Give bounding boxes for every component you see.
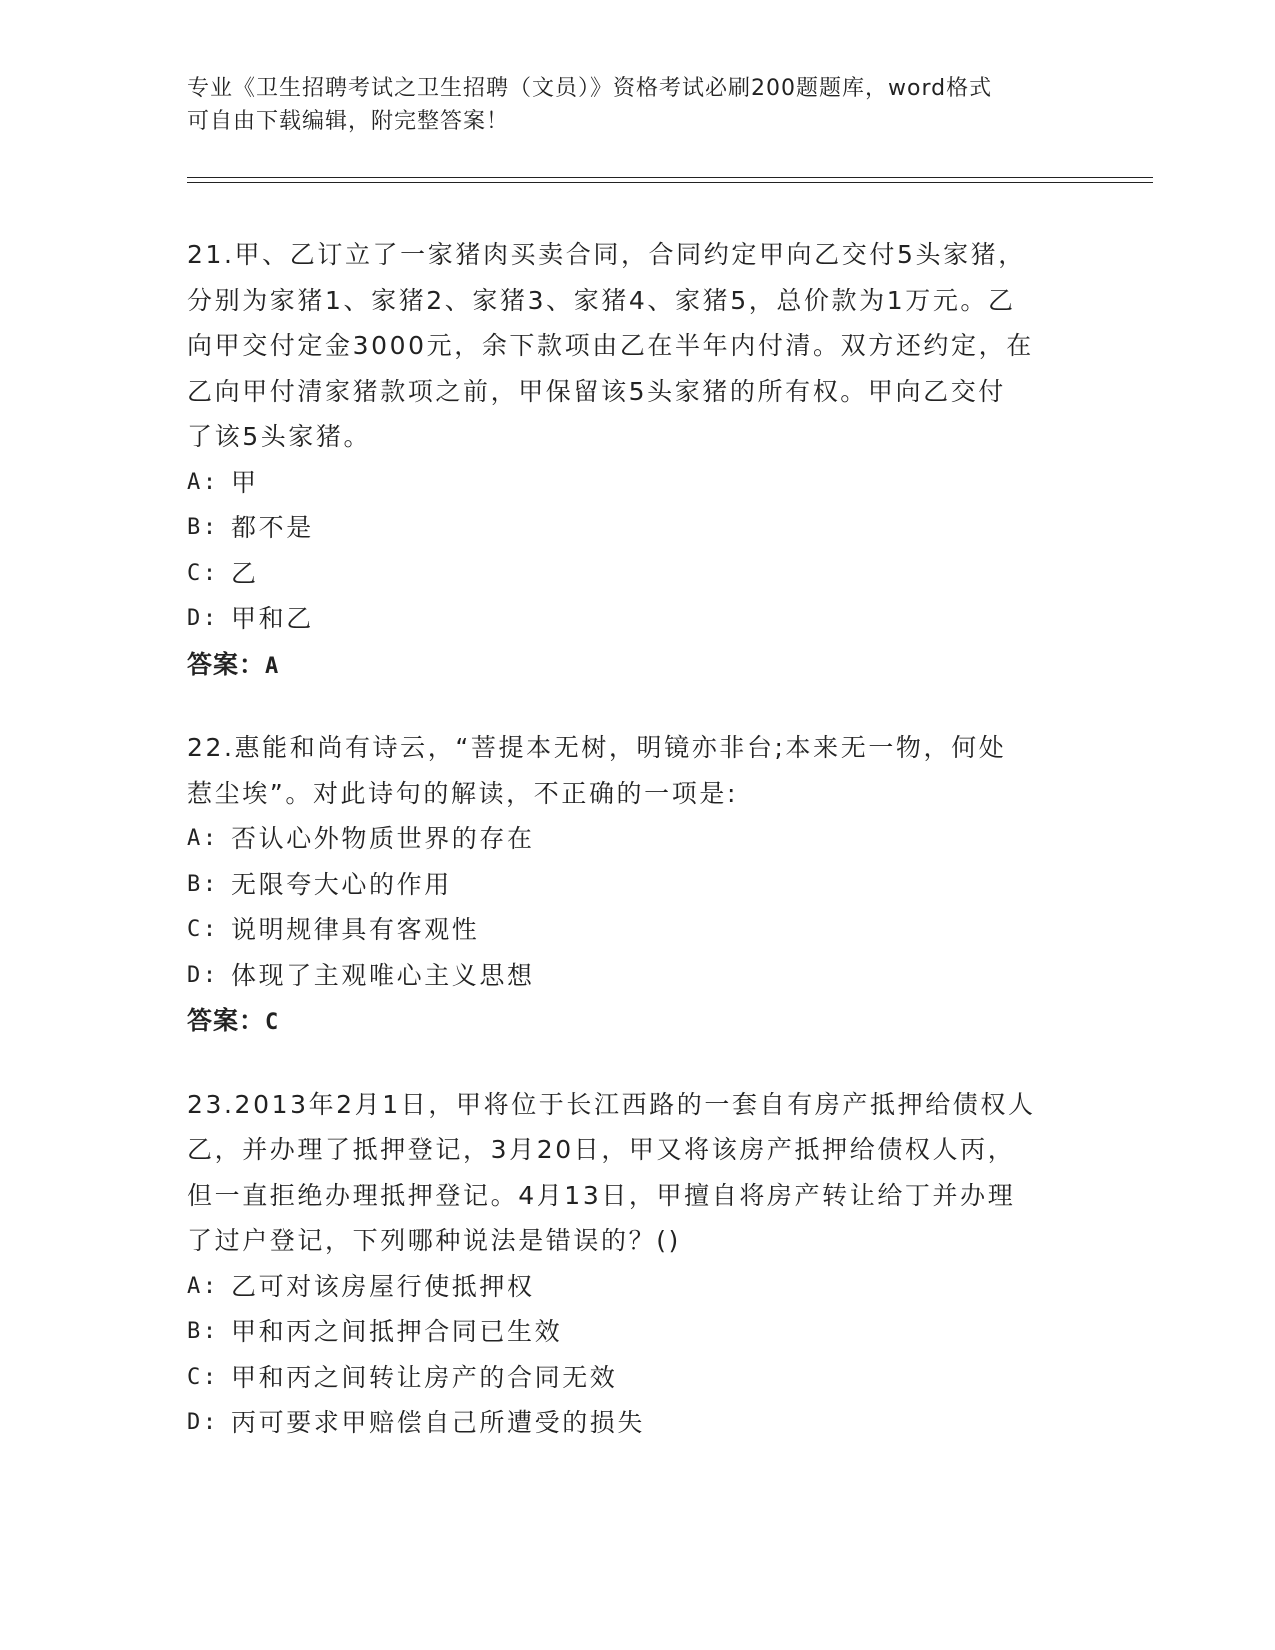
option-text: 否认心外物质世界的存在: [231, 824, 535, 853]
header-line-2: 可自由下载编辑，附完整答案！: [187, 109, 510, 134]
option-text: 都不是: [231, 513, 314, 542]
option-b: [187, 862, 1087, 908]
option-d: [187, 596, 1087, 642]
answer: [187, 642, 1087, 690]
answer-value: C: [265, 1010, 280, 1035]
option-key: D:: [187, 606, 219, 631]
option-a: [187, 1264, 1087, 1310]
option-b: [187, 505, 1087, 551]
stem-line: 21.甲、乙订立了一家猪肉买卖合同，合同约定甲向乙交付5头家猪，: [187, 240, 1026, 269]
option-key: A:: [187, 469, 219, 495]
option-d: [187, 953, 1087, 999]
header-rule-top: [187, 177, 1153, 178]
option-key: D:: [187, 962, 219, 988]
option-text: 甲和丙之间转让房产的合同无效: [231, 1362, 618, 1392]
option-c: [187, 551, 1087, 597]
option-key: C:: [187, 560, 219, 586]
question-23: [187, 1082, 1087, 1446]
option-a: [187, 460, 1087, 506]
document-header: [187, 72, 1087, 138]
answer-label: 答案：: [187, 1006, 266, 1035]
question-list: [187, 232, 1087, 1482]
stem-line: 惹尘埃”。对此诗句的解读，不正确的一项是:: [187, 778, 738, 808]
option-text: 丙可要求甲赔偿自己所遭受的损失: [231, 1408, 646, 1437]
stem-line: 分别为家猪1、家猪2、家猪3、家猪4、家猪5，总价款为1万元。乙: [187, 285, 1016, 315]
question-stem: [187, 725, 1087, 816]
option-d: [187, 1400, 1087, 1446]
stem-line: 乙向甲付清家猪款项之前，甲保留该5头家猪的所有权。甲向乙交付: [187, 376, 1006, 406]
option-key: C:: [187, 917, 219, 942]
option-a: [187, 816, 1087, 862]
option-text: 乙: [231, 558, 259, 588]
answer: [187, 998, 1087, 1046]
option-c: [187, 1355, 1087, 1401]
stem-line: 但一直拒绝办理抵押登记。4月13日，甲擅自将房产转让给丁并办理: [187, 1180, 1016, 1210]
option-key: C:: [187, 1364, 219, 1390]
option-text: 甲和丙之间抵押合同已生效: [231, 1317, 563, 1346]
option-text: 体现了主观唯心主义思想: [231, 960, 535, 990]
question-stem: [187, 232, 1087, 460]
option-key: A:: [187, 1273, 219, 1299]
option-key: B:: [187, 515, 219, 540]
stem-line: 向甲交付定金3000元，余下款项由乙在半年内付清。双方还约定，在: [187, 331, 1034, 360]
option-key: B:: [187, 871, 219, 897]
option-text: 甲和乙: [231, 604, 314, 633]
option-key: B:: [187, 1319, 219, 1344]
option-key: D:: [187, 1410, 219, 1435]
stem-line: 乙，并办理了抵押登记，3月20日，甲又将该房产抵押给债权人丙，: [187, 1135, 1016, 1164]
answer-value: A: [265, 653, 280, 679]
option-text: 乙可对该房屋行使抵押权: [231, 1271, 535, 1301]
question-stem: [187, 1082, 1087, 1264]
question-21: [187, 232, 1087, 689]
stem-line: 23.2013年2月1日，甲将位于长江西路的一套自有房产抵押给债权人: [187, 1089, 1036, 1119]
stem-line: 了该5头家猪。: [187, 422, 372, 451]
answer-label: 答案：: [187, 649, 266, 679]
option-text: 无限夸大心的作用: [231, 869, 452, 899]
option-c: [187, 907, 1087, 953]
option-b: [187, 1309, 1087, 1355]
option-key: A:: [187, 826, 219, 851]
stem-line: 22.惠能和尚有诗云，“菩提本无树，明镜亦非台;本来无一物，何处: [187, 733, 1007, 762]
option-text: 甲: [231, 467, 259, 497]
stem-line: 了过户登记，下列哪种说法是错误的？(): [187, 1226, 681, 1255]
header-rule-bottom: [187, 182, 1153, 183]
header-line-1: 专业《卫生招聘考试之卫生招聘（文员）》资格考试必刷200题题库，word格式: [187, 76, 993, 101]
question-22: [187, 725, 1087, 1046]
option-text: 说明规律具有客观性: [231, 915, 480, 944]
